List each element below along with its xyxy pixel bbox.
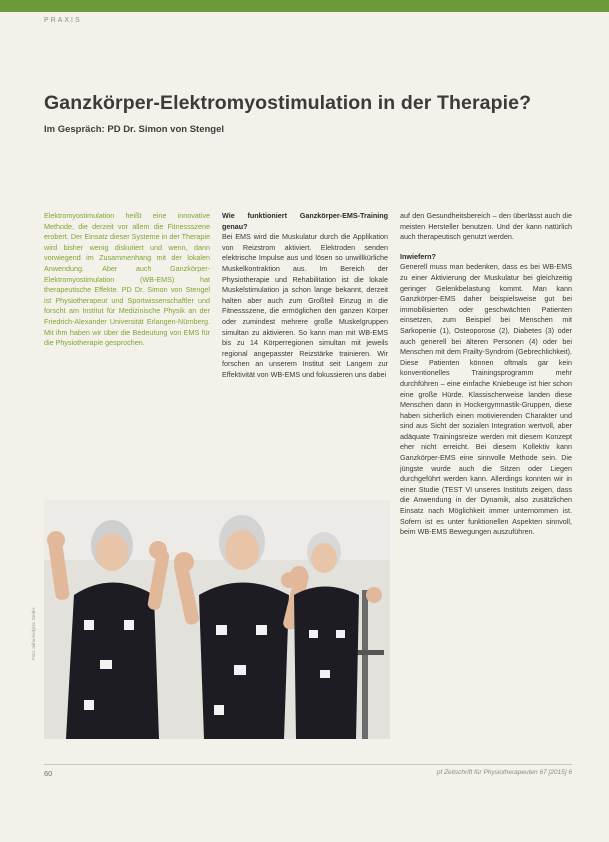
photo-credit: Foto: miha bodytec GmbH bbox=[31, 607, 36, 660]
answer-2: Generell muss man bedenken, dass es bei WB-EMS zu einer Aktivierung der Muskulatur bei gleichzeitig geringer Gelenkbelastung kommt. Man kann Ganzkörper-EMS daher beispielsweise gut bei immobilisierten oder geschwächten Patienten einsetzen, zum Beispiel bei Menschen mit Sarkopenie (1), Osteoporose (2), Diabetes (3) oder auch generell bei älteren Personen (4) oder bei Menschen mit dem Frailty-Syndrom (Gebrechlichkeit). Diese Patienten können oftmals gar kein konventionelles Trainingsprogramm mehr durchführen – eine einfache Kniebeuge ist hier schon eine große Hürde. Klassischerweise landen diese Menschen dann in Hockergymnastik-Gruppen, diese haben sicherlich einen motivierenden Charakter und sind aus Sicht der sozialen Integration wertvoll, aber adäquate Trainingsreize werden mit diesem Konzept eher nicht erreicht. Bei diesem Kollektiv kann Ganzkörper-EMS eine sinnvolle Methode sein. Die jüngste wurde auch die Sitzen oder Liegen durchgeführt werden kann. Allerdings konnten wir in einer Studie (TEST VI unseres Instituts zeigen, dass die Anwendung in der Dynamik, also zusätzlichen Einsatz nach Möglichkeit immer unternommen ist. Sofern ist es unter funktionellen Aspekten sinnvoll, beim WB-EMS Bewegungen auszuführen. bbox=[400, 262, 572, 537]
column-3 bbox=[400, 211, 572, 538]
answer-1-continued: auf den Gesundheitsbereich – den überlässt auch die meisten Hersteller benutzen. Und der kann natürlich auch therapeutisch genutzt werden. bbox=[400, 211, 572, 242]
article-subtitle: Im Gespräch: PD Dr. Simon von Stengel bbox=[44, 124, 225, 135]
answer-1: Bei EMS wird die Muskulatur durch die Applikation von Reizstrom aktiviert. Elektroden senden elektrische Impulse aus und lösen so unwillkürliche Muskelkontraktion aus. Im Bereich der Physiotherapie und Rehabilitation ist die lokale Muskelstimulation ja schon lange bekannt, derzeit halten aber auch zum Großteil Einzug in die Fitnessszene, die ermöglichen den ganzen Körper oder zumindest mehrere große Muskelgruppen simultan zu aktivieren. So kann man mit WB-EMS bis zu 14 Körperregionen simultan mit jeweils regional angepasster Reizstärke trainieren. Wir forschen an unserem Institut seit Langem zur Effektivität von WB-EMS und fokussieren uns dabei bbox=[222, 232, 388, 379]
top-color-bar bbox=[0, 0, 609, 12]
question-1: Wie funktioniert Ganzkörper-EMS-Training genau? bbox=[222, 211, 388, 231]
article-title: Ganzkörper-Elektromyostimulation in der Therapie? bbox=[44, 92, 532, 114]
article-photo bbox=[44, 500, 390, 739]
section-label: PRAXIS bbox=[44, 17, 82, 24]
footer-divider bbox=[44, 764, 572, 765]
page-number: 60 bbox=[44, 769, 53, 778]
intro-text: Elektromyostimulation heißt eine innovative Methode, die derzeit vor allem die Fitnessszene erobert. Der Einsatz dieser Systeme in der Therapie wird bisher wenig diskutiert und wenn, dann vorwiegend im Zusammenhang mit der lokalen Anwendung. Aber auch Ganzkörper-Elektromyostimulation (WB-EMS) hat therapeutische Effekte. PD Dr. Simon von Stengel ist Physiotherapeut und Sportwissenschaftler und forscht am Institut für Medizinische Physik an der Friedrich-Alexander Universität Erlangen-Nürnberg. Mit ihm haben wir über die Bedeutung von EMS für die Physiotherapie gesprochen. bbox=[44, 211, 210, 348]
column-2 bbox=[222, 211, 388, 381]
photo-illustration bbox=[44, 500, 390, 739]
intro-column bbox=[44, 211, 210, 349]
question-2: Inwiefern? bbox=[400, 251, 436, 261]
journal-reference: pt Zeitschrift für Physiotherapeuten 67 [2015] 6 bbox=[436, 769, 572, 776]
